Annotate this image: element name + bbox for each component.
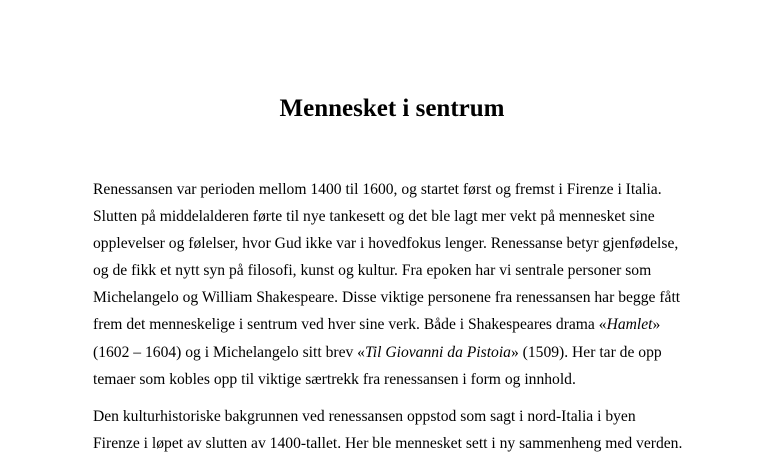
italic-work-title: Til Giovanni da Pistoia <box>364 343 511 361</box>
line-7-after: » (1509). Her tar de opp <box>510 343 662 361</box>
paragraph-1-line-3: opplevelser og følelser, hvor Gud ikke var i hovedfokus lenger. Renessanse betyr gjenfødelse, <box>93 235 679 253</box>
paragraph-1-line-1: Renessansen var perioden mellom 1400 til 1600, og startet først og fremst i Firenze i Italia. <box>93 181 662 198</box>
paragraph-1-line-7 <box>93 339 713 366</box>
paragraph-1-line-5: Michelangelo og William Shakespeare. Disse viktige personene fra renessansen har begge fått <box>93 289 681 307</box>
paragraph-1 <box>93 176 713 393</box>
paragraph-1-line-8: temaer som kobles opp til viktige særtrekk fra renessansen i form og innhold. <box>93 370 576 388</box>
italic-drama-title: Hamlet <box>606 316 653 334</box>
paragraph-2-line-2: Firenze i løpet av slutten av 1400-tallet. Her ble mennesket sett i ny sammenheng med verden. <box>93 435 683 453</box>
paragraph-1-line-2: Slutten på middelalderen førte til nye tankesett og det ble lagt mer vekt på mennesket sine <box>93 208 655 226</box>
paragraph-2-line-1: Den kulturhistoriske bakgrunnen ved renessansen oppstod som sagt i nord-Italia i byen <box>93 408 636 425</box>
paragraph-1-line-6-text: frem det menneskelige i sentrum ved hver sine verk. Både i Shakespeares drama «Hamlet» <box>93 316 661 334</box>
paragraph-2 <box>93 403 713 457</box>
paragraph-1-line-6 <box>93 311 713 338</box>
paragraph-1-line-4: og de fikk et nytt syn på filosofi, kunst og kultur. Fra epoken har vi sentrale personer som <box>93 262 652 280</box>
document-title: Mennesket i sentrum <box>279 95 505 122</box>
line-7-before: (1602 – 1604) og i Michelangelo sitt brev « <box>93 343 365 361</box>
